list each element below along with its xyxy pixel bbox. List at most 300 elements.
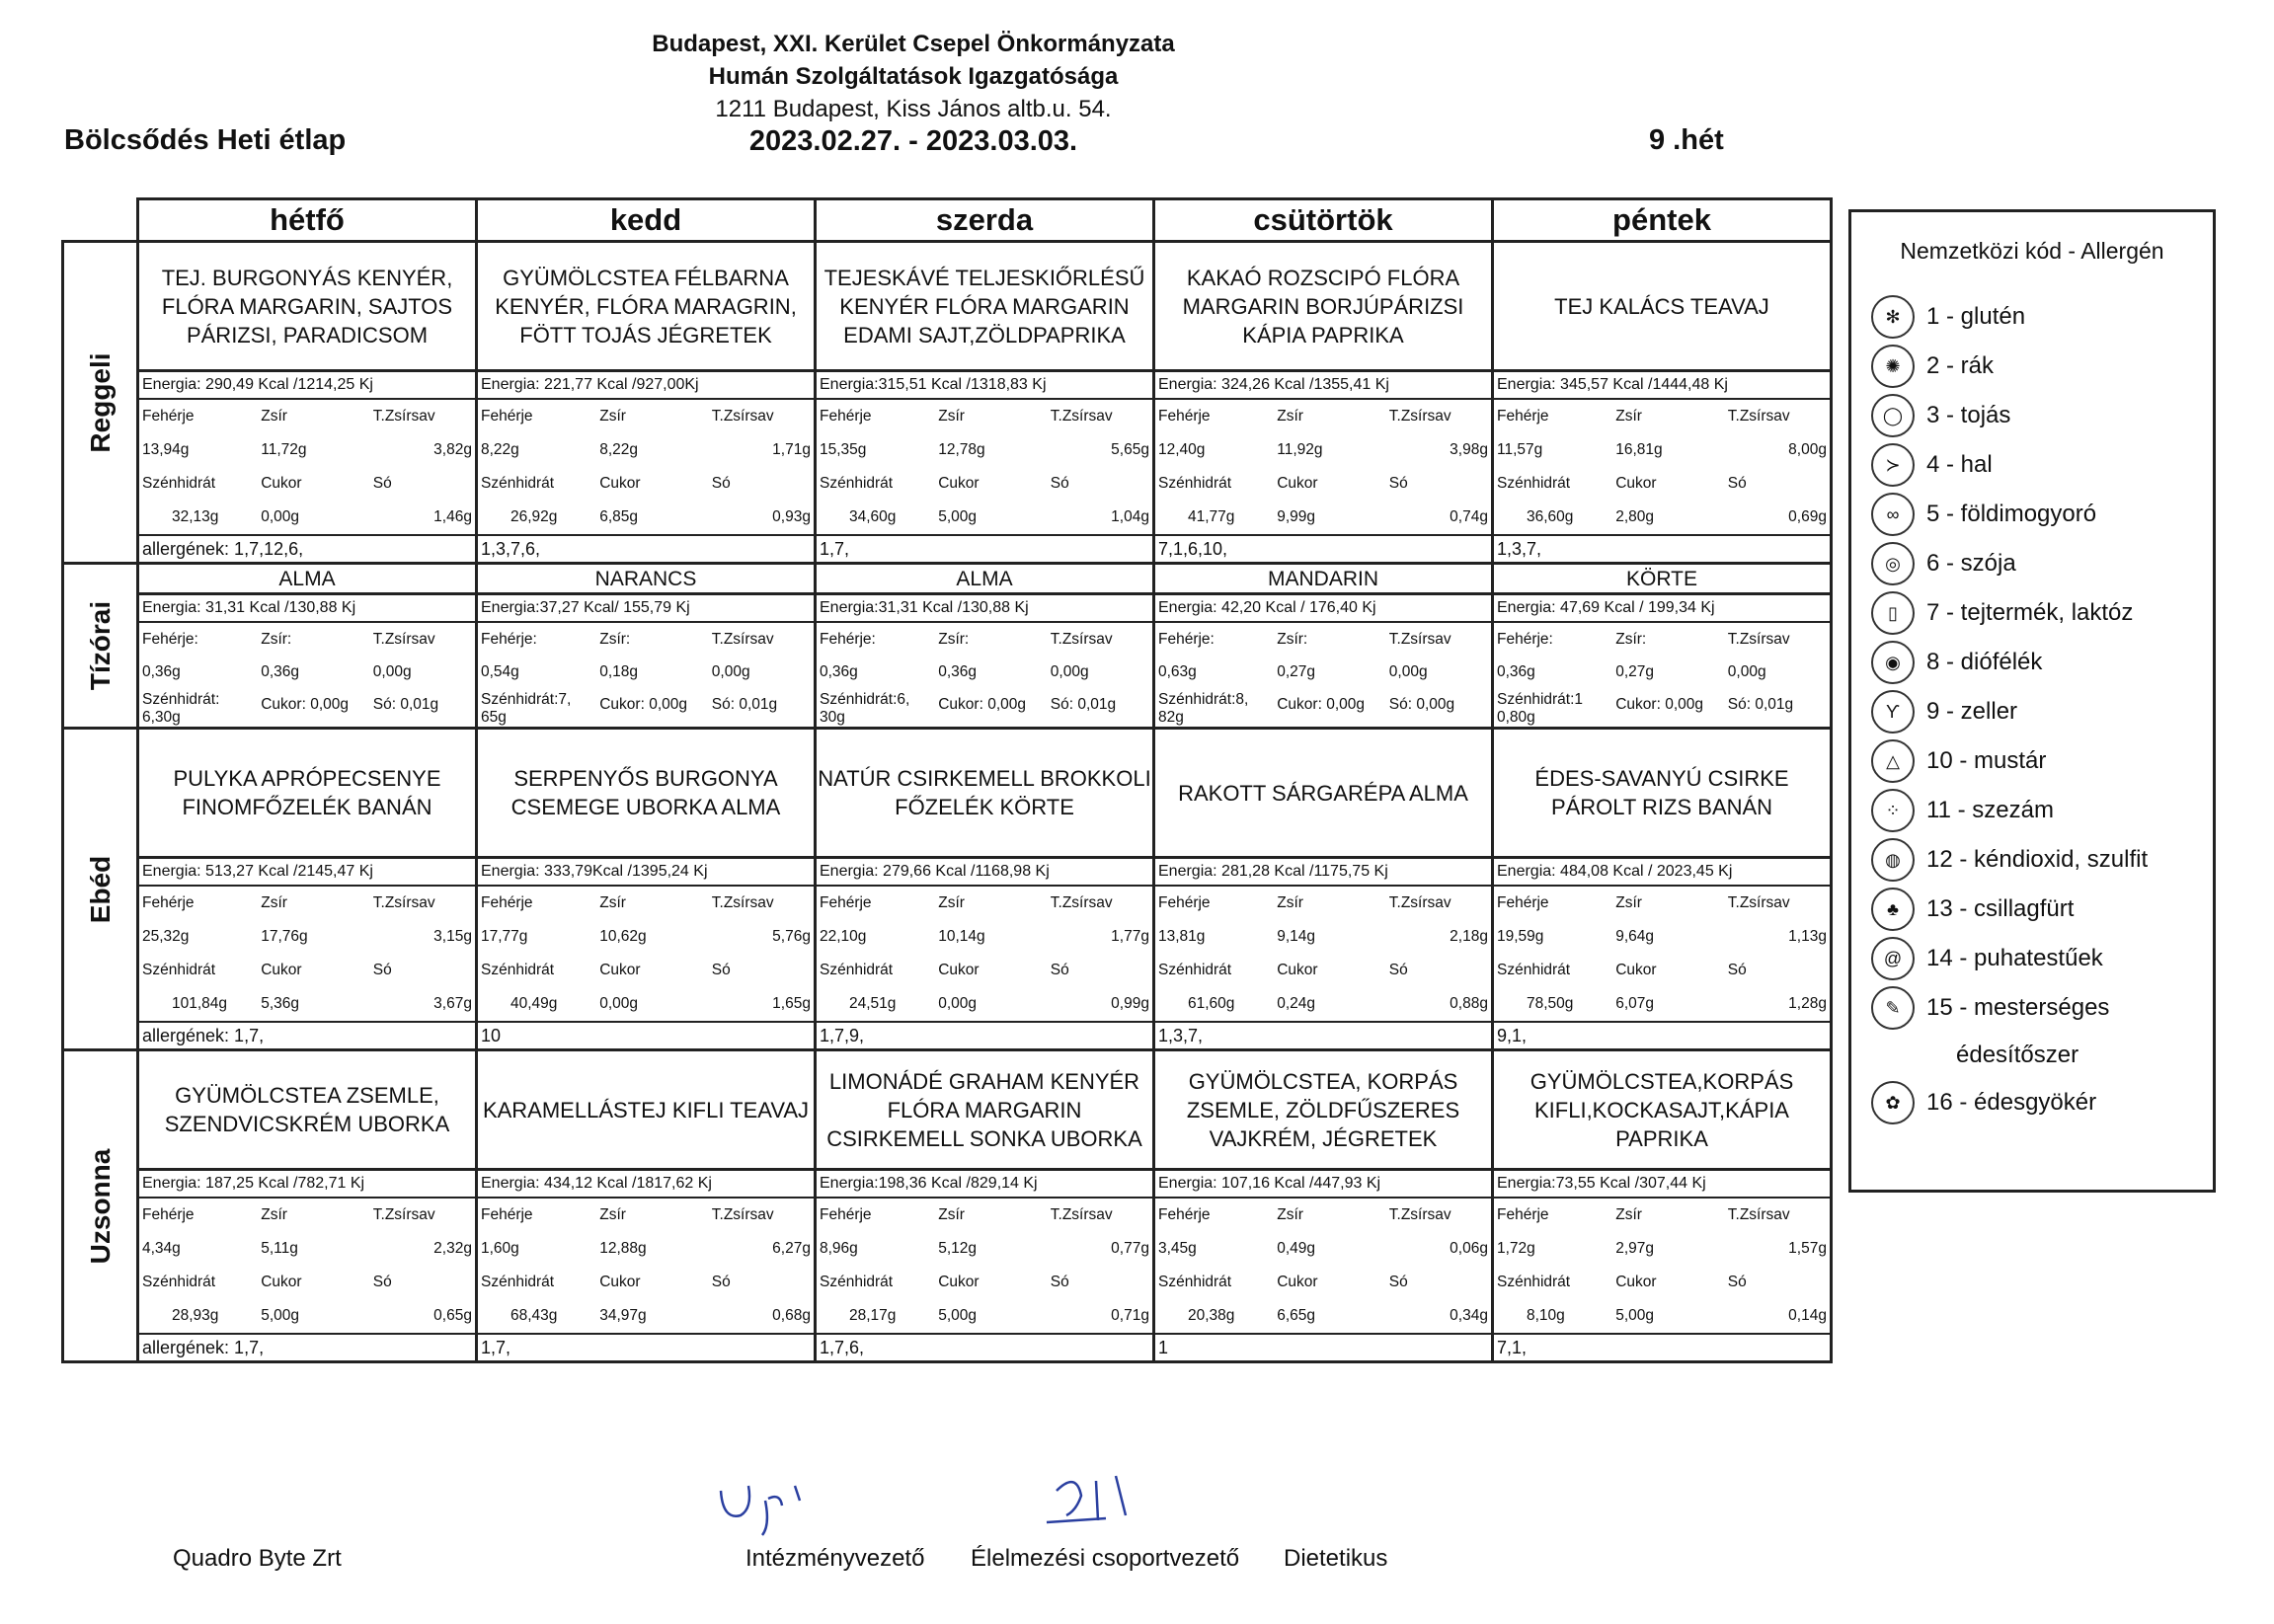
sugar-value: 6,07g xyxy=(1615,995,1655,1012)
signature-role-director: Intézményvezető xyxy=(745,1545,925,1572)
menu-cell xyxy=(477,564,816,729)
legend-title: Nemzetközi kód - Allergén xyxy=(1900,238,2164,264)
energy-value: Energia: 484,08 Kcal / 2023,45 Kj xyxy=(1494,859,1830,887)
egg-icon: ◯ xyxy=(1871,394,1915,437)
dish-name: TEJESKÁVÉ TELJESKIŐRLÉSŰ KENYÉR FLÓRA MARGARIN EDAMI SAJT,ZÖLDPAPRIKA xyxy=(817,243,1152,372)
carb-value-prefix: 7, xyxy=(558,691,572,708)
legend-label-continued: édesítőszer xyxy=(1956,1042,2079,1068)
protein-value: 8,22g xyxy=(481,441,519,458)
sugar-value: 0,00g xyxy=(938,995,978,1012)
fat-value: 11,72g xyxy=(261,441,307,458)
sugar-value: Cukor: 0,00g xyxy=(938,696,1026,713)
legend-label: 14 - puhatestűek xyxy=(1926,945,2103,971)
salt-value: 0,88g xyxy=(1450,995,1488,1012)
org-address: 1211 Budapest, Kiss János altb.u. 54. xyxy=(715,96,1112,122)
protein-value: 3,45g xyxy=(1158,1240,1197,1257)
nutrient-label: T.Zsírsav xyxy=(1388,894,1451,911)
fat-value: 0,18g xyxy=(599,663,639,680)
energy-value: Energia: 279,66 Kcal /1168,98 Kj xyxy=(817,859,1152,887)
nutrient-label: T.Zsírsav xyxy=(1388,631,1451,648)
corner-cell xyxy=(63,199,138,242)
nutrient-label: Fehérje xyxy=(481,408,533,425)
carb-value: 65g xyxy=(481,709,507,726)
nutrient-label: T.Zsírsav xyxy=(711,894,774,911)
catering-signature xyxy=(1037,1461,1155,1540)
legend-item xyxy=(1871,934,2213,983)
saturated-fat-value: 0,06g xyxy=(1450,1240,1488,1257)
org-name: Budapest, XXI. Kerület Csepel Önkormányzata xyxy=(652,31,1175,57)
nutrition-grid xyxy=(1155,1199,1491,1333)
energy-value: Energia: 31,31 Kcal /130,88 Kj xyxy=(139,595,475,623)
menu-cell xyxy=(1493,1050,1832,1362)
nutrient-label: Fehérje xyxy=(1497,408,1549,425)
nutrient-label: Cukor xyxy=(938,1274,980,1290)
saturated-fat-value: 1,77g xyxy=(1111,928,1149,945)
salt-value: Só: 0,01g xyxy=(1050,696,1117,713)
legend-item xyxy=(1871,440,2213,490)
nutrient-label: Zsír: xyxy=(1277,631,1308,648)
legend-label: 9 - zeller xyxy=(1926,698,2018,725)
nutrient-label: Zsír xyxy=(938,1206,965,1223)
nutrient-label: Zsír xyxy=(1615,1206,1642,1223)
sugar-value: 0,00g xyxy=(599,995,639,1012)
menu-cell xyxy=(138,242,477,564)
meal-name: Ebéd xyxy=(84,855,116,923)
allergen-codes: 10 xyxy=(478,1021,814,1048)
saturated-fat-value: 3,98g xyxy=(1450,441,1488,458)
nutrient-label: Fehérje xyxy=(820,408,872,425)
allergen-codes: 1,7, xyxy=(478,1333,814,1360)
nutrient-label: Zsír: xyxy=(261,631,292,648)
nutrient-label: Cukor xyxy=(1277,962,1318,978)
fat-value: 9,64g xyxy=(1615,928,1655,945)
meal-label xyxy=(63,1050,138,1362)
wheat-icon: ✻ xyxy=(1871,295,1915,339)
salt-value: 1,46g xyxy=(433,508,472,525)
allergen-codes: 1,7,9, xyxy=(817,1021,1152,1048)
date-range: 2023.02.27. - 2023.03.03. xyxy=(748,125,1078,157)
energy-value: Energia:37,27 Kcal/ 155,79 Kj xyxy=(478,595,814,623)
nutrient-label: Só xyxy=(1727,475,1747,492)
carb-value: 101,84g xyxy=(172,995,228,1012)
carb-value: 41,77g xyxy=(1188,508,1235,525)
salt-value: Só: 0,01g xyxy=(1727,696,1794,713)
dish-name: NATÚR CSIRKEMELL BROKKOLI FŐZELÉK KÖRTE xyxy=(817,730,1152,859)
nutrient-label: Szénhidrát xyxy=(481,475,555,492)
nutrient-label: Zsír xyxy=(938,894,965,911)
fat-value: 11,92g xyxy=(1277,441,1323,458)
protein-value: 0,54g xyxy=(481,663,519,680)
org-department: Humán Szolgáltatások Igazgatósága xyxy=(708,63,1119,90)
protein-value: 22,10g xyxy=(820,928,867,945)
nutrient-label: Zsír xyxy=(599,408,626,425)
protein-value: 19,59g xyxy=(1497,928,1544,945)
day-header: csütörtök xyxy=(1154,199,1493,242)
legend-label: 15 - mesterséges xyxy=(1926,994,2110,1021)
allergen-codes: 1 xyxy=(1155,1333,1491,1360)
company-name: Quadro Byte Zrt xyxy=(173,1545,342,1572)
fat-value: 0,27g xyxy=(1277,663,1316,680)
nutrient-label: Fehérje: xyxy=(481,631,537,648)
carb-value: 32,13g xyxy=(172,508,219,525)
carb-value: 68,43g xyxy=(510,1307,558,1324)
nutrient-label: Fehérje: xyxy=(1158,631,1215,648)
soy-icon: ◎ xyxy=(1871,542,1915,585)
salt-value: 0,74g xyxy=(1450,508,1488,525)
dish-name: PULYKA APRÓPECSENYE FINOMFŐZELÉK BANÁN xyxy=(139,730,475,859)
nutrient-label: Só xyxy=(1727,962,1747,978)
nutrient-label: Zsír: xyxy=(1615,631,1647,648)
nutrient-label: Só xyxy=(711,475,731,492)
dish-name: KARAMELLÁSTEJ KIFLI TEAVAJ xyxy=(478,1051,814,1171)
signature-role-catering: Élelmezési csoportvezető xyxy=(971,1545,1240,1572)
legend-item xyxy=(1871,736,2213,786)
protein-value: 12,40g xyxy=(1158,441,1206,458)
fat-value: 10,62g xyxy=(599,928,647,945)
nutrition-grid xyxy=(1494,400,1830,534)
protein-value: 0,36g xyxy=(142,663,181,680)
carb-value: 8,10g xyxy=(1527,1307,1565,1324)
nutrient-label: T.Zsírsav xyxy=(1388,408,1451,425)
nutrient-label: T.Zsírsav xyxy=(1050,408,1113,425)
nutrient-label: T.Zsírsav xyxy=(1050,631,1113,648)
meal-label xyxy=(63,729,138,1050)
salt-value: 0,69g xyxy=(1788,508,1827,525)
fat-value: 9,14g xyxy=(1277,928,1316,945)
carb-value: 30g xyxy=(820,709,845,726)
legend-label: 4 - hal xyxy=(1926,451,1993,478)
menu-cell xyxy=(816,564,1154,729)
nutrition-grid xyxy=(817,1199,1152,1333)
salt-value: 1,65g xyxy=(772,995,811,1012)
salt-value: Só: 0,01g xyxy=(372,696,439,713)
milk-icon: ▯ xyxy=(1871,591,1915,635)
legend-label: 10 - mustár xyxy=(1926,747,2047,774)
nutrient-label: Zsír xyxy=(599,894,626,911)
energy-value: Energia: 345,57 Kcal /1444,48 Kj xyxy=(1494,372,1830,400)
nutrient-label: Cukor xyxy=(1615,962,1657,978)
menu-cell xyxy=(138,1050,477,1362)
energy-value: Energia:73,55 Kcal /307,44 Kj xyxy=(1494,1171,1830,1199)
nutrient-label: Fehérje xyxy=(1158,894,1211,911)
nutrient-label: Cukor xyxy=(599,1274,641,1290)
nutrient-label: Szénhidrát xyxy=(1158,962,1232,978)
nutrient-label: Szénhidrát xyxy=(142,475,216,492)
peanut-icon: ∞ xyxy=(1871,493,1915,536)
legend-item xyxy=(1871,638,2213,687)
allergen-codes: allergének: 1,7, xyxy=(139,1021,475,1048)
nutrient-label: Só xyxy=(1388,475,1408,492)
nutrient-label: T.Zsírsav xyxy=(372,1206,435,1223)
energy-value: Energia: 47,69 Kcal / 199,34 Kj xyxy=(1494,595,1830,623)
nutrient-label: Só xyxy=(711,1274,731,1290)
legend-label: 12 - kéndioxid, szulfit xyxy=(1926,846,2149,873)
salt-value: 0,65g xyxy=(433,1307,472,1324)
salt-value: Só: 0,00g xyxy=(1388,696,1455,713)
menu-cell xyxy=(1493,242,1832,564)
nutrient-label: Fehérje: xyxy=(820,631,876,648)
meal-name: Reggeli xyxy=(84,351,116,453)
nutrient-label: T.Zsírsav xyxy=(1050,894,1113,911)
nutrient-label: T.Zsírsav xyxy=(1727,631,1790,648)
carb-value: 6,30g xyxy=(142,709,181,726)
legend-list xyxy=(1871,292,2213,1127)
sugar-value: 0,24g xyxy=(1277,995,1316,1012)
meal-row xyxy=(63,242,1832,564)
carb-value: 24,51g xyxy=(849,995,897,1012)
protein-value: 0,36g xyxy=(1497,663,1535,680)
protein-value: 13,81g xyxy=(1158,928,1206,945)
energy-value: Energia: 281,28 Kcal /1175,75 Kj xyxy=(1155,859,1491,887)
nutrient-label: Zsír xyxy=(261,408,287,425)
sugar-value: 2,80g xyxy=(1615,508,1655,525)
sugar-value: 9,99g xyxy=(1277,508,1316,525)
legend-label: 2 - rák xyxy=(1926,352,1995,379)
fat-value: 16,81g xyxy=(1615,441,1663,458)
day-header: hétfő xyxy=(138,199,477,242)
sugar-value: 34,97g xyxy=(599,1307,647,1324)
nutrient-label: T.Zsírsav xyxy=(372,894,435,911)
legend-label: 1 - glutén xyxy=(1926,303,2026,330)
fat-value: 0,27g xyxy=(1615,663,1655,680)
salt-value: 0,99g xyxy=(1111,995,1149,1012)
nutrient-label: Szénhidrát xyxy=(1497,1274,1571,1290)
sugar-value: 6,65g xyxy=(1277,1307,1316,1324)
protein-value: 1,72g xyxy=(1497,1240,1535,1257)
nutrient-label: T.Zsírsav xyxy=(372,631,435,648)
signature-role-dietitian: Dietetikus xyxy=(1284,1545,1388,1572)
menu-cell xyxy=(138,564,477,729)
dish-name: TEJ KALÁCS TEAVAJ xyxy=(1494,243,1830,372)
energy-value: Energia: 107,16 Kcal /447,93 Kj xyxy=(1155,1171,1491,1199)
nutrient-label: Só xyxy=(1388,962,1408,978)
energy-value: Energia: 324,26 Kcal /1355,41 Kj xyxy=(1155,372,1491,400)
nutrient-label: Cukor xyxy=(1615,1274,1657,1290)
legend-label: 5 - földimogyoró xyxy=(1926,501,2097,527)
carb-value: 28,17g xyxy=(849,1307,897,1324)
meal-row xyxy=(63,729,1832,1050)
saturated-fat-value: 0,00g xyxy=(1727,663,1766,680)
saturated-fat-value: 3,82g xyxy=(433,441,472,458)
nutrient-label: Szénhidrát: xyxy=(142,691,220,708)
dish-name: RAKOTT SÁRGARÉPA ALMA xyxy=(1155,730,1491,859)
energy-value: Energia:198,36 Kcal /829,14 Kj xyxy=(817,1171,1152,1199)
nutrient-label: Cukor xyxy=(599,962,641,978)
fat-value: 0,36g xyxy=(938,663,978,680)
saturated-fat-value: 6,27g xyxy=(772,1240,811,1257)
carb-value: 28,93g xyxy=(172,1307,219,1324)
nut-icon: ◉ xyxy=(1871,641,1915,684)
saturated-fat-value: 0,00g xyxy=(372,663,412,680)
saturated-fat-value: 5,65g xyxy=(1111,441,1149,458)
fat-value: 2,97g xyxy=(1615,1240,1655,1257)
nutrient-label: Zsír xyxy=(1615,894,1642,911)
nutrient-label: Cukor xyxy=(261,962,302,978)
nutrition-grid xyxy=(478,400,814,534)
saturated-fat-value: 3,15g xyxy=(433,928,472,945)
sugar-value: 5,00g xyxy=(1615,1307,1655,1324)
legend-item xyxy=(1871,1078,2213,1127)
licorice-icon: ✿ xyxy=(1871,1081,1915,1124)
allergen-codes: 1,3,7,6, xyxy=(478,534,814,562)
legend-item xyxy=(1871,835,2213,885)
sugar-value: 5,00g xyxy=(261,1307,300,1324)
energy-value: Energia: 434,12 Kcal /1817,62 Kj xyxy=(478,1171,814,1199)
menu-cell xyxy=(1154,729,1493,1050)
carb-value: 0,80g xyxy=(1497,709,1535,726)
allergen-codes: 9,1, xyxy=(1494,1021,1830,1048)
menu-cell xyxy=(477,1050,816,1362)
saturated-fat-value: 8,00g xyxy=(1788,441,1827,458)
nutrient-label: Zsír xyxy=(938,408,965,425)
salt-value: 3,67g xyxy=(433,995,472,1012)
saturated-fat-value: 0,00g xyxy=(1388,663,1428,680)
nutrition-grid xyxy=(139,400,475,534)
nutrient-label: Szénhidrát: xyxy=(1158,691,1236,708)
dish-name: MANDARIN xyxy=(1155,565,1491,595)
protein-value: 17,77g xyxy=(481,928,528,945)
carb-block xyxy=(1497,688,1615,727)
nutrient-label: Cukor xyxy=(938,475,980,492)
nutrient-label: Zsír: xyxy=(938,631,970,648)
sugar-value: Cukor: 0,00g xyxy=(1615,696,1703,713)
saturated-fat-value: 1,57g xyxy=(1788,1240,1827,1257)
sugar-value: 5,00g xyxy=(938,508,978,525)
menu-cell xyxy=(1493,564,1832,729)
dish-name: KAKAÓ ROZSCIPÓ FLÓRA MARGARIN BORJÚPÁRIZSI KÁPIA PAPRIKA xyxy=(1155,243,1491,372)
menu-cell xyxy=(816,242,1154,564)
nutrient-label: Fehérje xyxy=(142,894,195,911)
dish-name: GYÜMÖLCSTEA FÉLBARNA KENYÉR, FLÓRA MARAGRIN, FÖTT TOJÁS JÉGRETEK xyxy=(478,243,814,372)
nutrient-label: Zsír: xyxy=(599,631,631,648)
nutrient-label: Só xyxy=(372,962,392,978)
nutrient-label: Só xyxy=(372,475,392,492)
nutrient-label: Szénhidrát xyxy=(820,962,894,978)
nutrient-label: Szénhidrát xyxy=(1158,1274,1232,1290)
salt-value: 0,93g xyxy=(772,508,811,525)
nutrient-label: Szénhidrát xyxy=(1497,962,1571,978)
nutrient-label: Zsír xyxy=(1277,894,1303,911)
carb-value: 34,60g xyxy=(849,508,897,525)
energy-value: Energia:315,51 Kcal /1318,83 Kj xyxy=(817,372,1152,400)
day-header: péntek xyxy=(1493,199,1832,242)
salt-value: 1,28g xyxy=(1788,995,1827,1012)
allergen-codes: 1,7, xyxy=(817,534,1152,562)
carb-value: 26,92g xyxy=(510,508,558,525)
nutrition-grid xyxy=(139,623,475,727)
nutrient-label: Cukor xyxy=(599,475,641,492)
legend-label: 3 - tojás xyxy=(1926,402,2011,428)
nutrient-label: Só xyxy=(1050,962,1069,978)
menu-cell xyxy=(138,729,477,1050)
weekly-menu-table xyxy=(61,197,1833,1363)
energy-value: Energia: 187,25 Kcal /782,71 Kj xyxy=(139,1171,475,1199)
sesame-icon: ⁘ xyxy=(1871,789,1915,832)
legend-item xyxy=(1871,342,2213,391)
salt-value: 0,68g xyxy=(772,1307,811,1324)
salt-value: 0,34g xyxy=(1450,1307,1488,1324)
saturated-fat-value: 0,00g xyxy=(1050,663,1089,680)
nutrient-label: Só xyxy=(372,1274,392,1290)
nutrient-label: Só xyxy=(1727,1274,1747,1290)
lupin-icon: ♣ xyxy=(1871,888,1915,931)
fat-value: 10,14g xyxy=(938,928,985,945)
allergen-codes: 7,1, xyxy=(1494,1333,1830,1360)
nutrient-label: T.Zsírsav xyxy=(1727,408,1790,425)
legend-item xyxy=(1871,588,2213,638)
carb-value: 78,50g xyxy=(1527,995,1574,1012)
nutrient-label: Cukor xyxy=(261,475,302,492)
carb-block xyxy=(820,688,938,727)
nutrient-label: Cukor xyxy=(1277,475,1318,492)
sugar-value: 6,85g xyxy=(599,508,639,525)
nutrient-label: Szénhidrát xyxy=(1497,475,1571,492)
allergen-codes: 1,3,7, xyxy=(1494,534,1830,562)
nutrition-grid xyxy=(478,623,814,727)
allergen-codes: 1,7,6, xyxy=(817,1333,1152,1360)
allergen-codes: allergének: 1,7, xyxy=(139,1333,475,1360)
legend-item xyxy=(1871,292,2213,342)
fat-value: 0,36g xyxy=(261,663,300,680)
nutrient-label: Fehérje xyxy=(142,1206,195,1223)
carb-value: 61,60g xyxy=(1188,995,1235,1012)
nutrient-label: Só xyxy=(1388,1274,1408,1290)
carb-value-prefix: 8, xyxy=(1235,691,1249,708)
meal-label xyxy=(63,564,138,729)
nutrition-grid xyxy=(1494,1199,1830,1333)
nutrient-label: Fehérje xyxy=(1158,1206,1211,1223)
sulphite-icon: ◍ xyxy=(1871,838,1915,882)
nutrient-label: Cukor xyxy=(1615,475,1657,492)
mustard-icon: △ xyxy=(1871,739,1915,783)
protein-value: 0,36g xyxy=(820,663,858,680)
sugar-value: 5,00g xyxy=(938,1307,978,1324)
nutrient-label: Cukor xyxy=(261,1274,302,1290)
fat-value: 5,11g xyxy=(261,1240,298,1257)
page-title: Bölcsődés Heti étlap xyxy=(64,124,347,156)
legend-item xyxy=(1871,539,2213,588)
legend-label: 11 - szezám xyxy=(1926,797,2054,823)
protein-value: 15,35g xyxy=(820,441,867,458)
nutrient-label: Zsír xyxy=(261,894,287,911)
dish-name: ALMA xyxy=(139,565,475,595)
nutrient-label: T.Zsírsav xyxy=(711,408,774,425)
nutrition-grid xyxy=(817,623,1152,727)
menu-cell xyxy=(1154,564,1493,729)
dish-name: GYÜMÖLCSTEA, KORPÁS ZSEMLE, ZÖLDFŰSZERES VAJKRÉM, JÉGRETEK xyxy=(1155,1051,1491,1171)
salt-value: 1,04g xyxy=(1111,508,1149,525)
menu-cell xyxy=(1493,729,1832,1050)
nutrient-label: Fehérje: xyxy=(142,631,198,648)
allergen-codes: 1,3,7, xyxy=(1155,1021,1491,1048)
energy-value: Energia: 513,27 Kcal /2145,47 Kj xyxy=(139,859,475,887)
carb-value: 20,38g xyxy=(1188,1307,1235,1324)
energy-value: Energia: 42,20 Kcal / 176,40 Kj xyxy=(1155,595,1491,623)
mollusc-icon: @ xyxy=(1871,937,1915,980)
nutrient-label: T.Zsírsav xyxy=(1388,1206,1451,1223)
nutrient-label: Szénhidrát xyxy=(820,475,894,492)
sugar-value: Cukor: 0,00g xyxy=(261,696,349,713)
fat-value: 8,22g xyxy=(599,441,639,458)
nutrient-label: T.Zsírsav xyxy=(711,631,774,648)
protein-value: 4,34g xyxy=(142,1240,181,1257)
menu-cell xyxy=(477,729,816,1050)
carb-block xyxy=(1158,688,1277,727)
fat-value: 5,12g xyxy=(938,1240,978,1257)
meal-row xyxy=(63,1050,1832,1362)
nutrient-label: Só xyxy=(711,962,731,978)
nutrient-label: Só xyxy=(1050,475,1069,492)
